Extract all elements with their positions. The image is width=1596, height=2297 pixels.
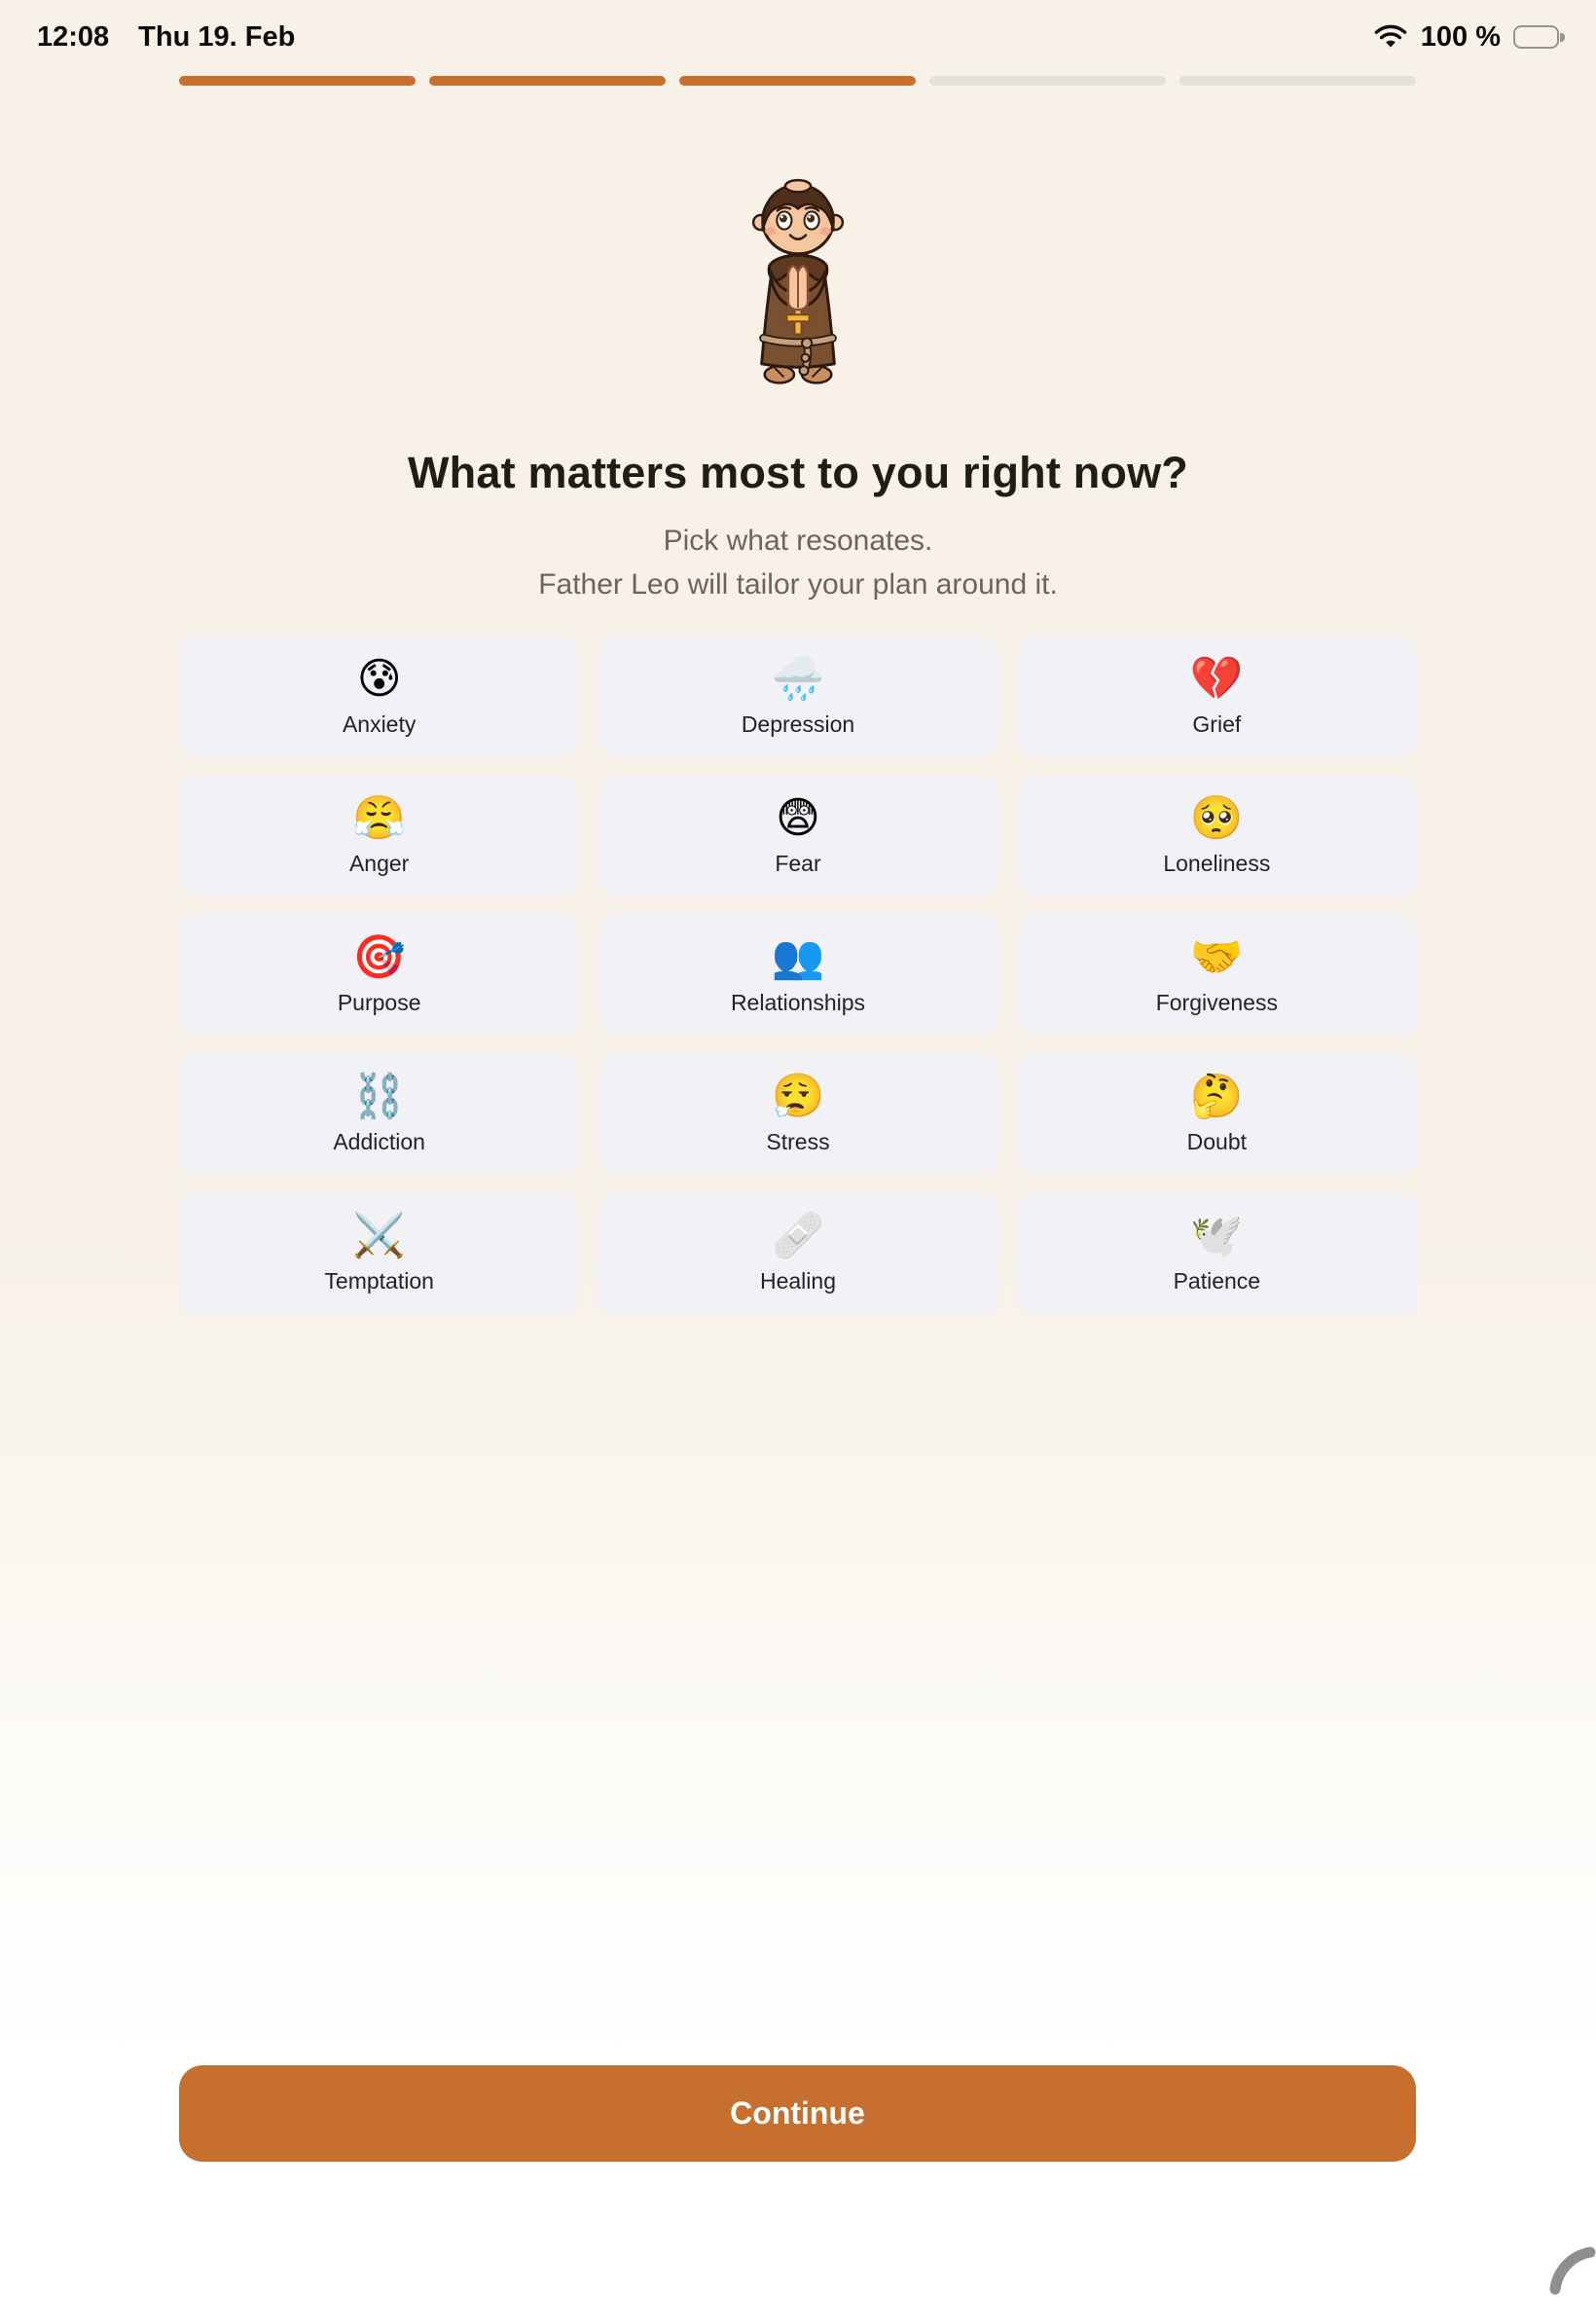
topic-label-doubt: Doubt bbox=[1186, 1129, 1248, 1154]
anxious-face-with-sweat-emoji: 😰 bbox=[356, 655, 402, 703]
face-exhaling-emoji: 😮‍💨 bbox=[771, 1073, 825, 1120]
status-right bbox=[1373, 21, 1559, 54]
topic-label-anger: Anger bbox=[348, 851, 410, 876]
topic-card-healing[interactable] bbox=[598, 1192, 998, 1315]
topic-card-relationships[interactable] bbox=[598, 914, 998, 1037]
topic-label-fear: Fear bbox=[775, 851, 821, 876]
topic-label-patience: Patience bbox=[1173, 1268, 1261, 1294]
topic-card-loneliness[interactable] bbox=[1017, 775, 1417, 897]
topic-card-forgiveness[interactable] bbox=[1017, 914, 1417, 1037]
topic-label-loneliness: Loneliness bbox=[1163, 851, 1271, 876]
topic-label-relationships: Relationships bbox=[730, 990, 866, 1015]
chains-emoji: ⛓️ bbox=[352, 1073, 407, 1120]
topic-card-grief[interactable] bbox=[1017, 636, 1417, 758]
progress-segment-5-empty bbox=[1179, 76, 1416, 86]
face-with-steam-from-nose-emoji: 😤 bbox=[352, 794, 407, 842]
topic-card-depression[interactable] bbox=[598, 636, 998, 758]
topic-card-purpose[interactable] bbox=[179, 914, 579, 1037]
handshake-emoji: 🤝 bbox=[1189, 933, 1244, 981]
pleading-face-emoji: 🥺 bbox=[1189, 794, 1244, 842]
topic-card-doubt[interactable] bbox=[1017, 1053, 1417, 1176]
progress-segment-4-empty bbox=[929, 76, 1166, 86]
topic-label-addiction: Addiction bbox=[333, 1129, 425, 1154]
adhesive-bandage-emoji: 🩹 bbox=[771, 1212, 825, 1259]
topic-label-temptation: Temptation bbox=[324, 1268, 434, 1294]
continue-button[interactable]: Continue bbox=[179, 2065, 1416, 2162]
topic-card-addiction[interactable] bbox=[179, 1053, 579, 1176]
topic-card-stress[interactable] bbox=[598, 1053, 998, 1176]
subtitle-line-2: Father Leo will tailor your plan around it. bbox=[538, 568, 1058, 601]
direct-hit-target-emoji: 🎯 bbox=[352, 933, 407, 981]
topic-label-grief: Grief bbox=[1192, 711, 1242, 737]
progress-segment-2-filled bbox=[429, 76, 666, 86]
topic-label-depression: Depression bbox=[741, 711, 855, 737]
status-date: Thu 19. Feb bbox=[138, 20, 296, 53]
topic-grid bbox=[179, 636, 1417, 1315]
busts-in-silhouette-emoji: 👥 bbox=[771, 933, 825, 981]
battery-tip bbox=[1560, 33, 1565, 42]
broken-heart-emoji: 💔 bbox=[1189, 655, 1244, 703]
wifi-icon bbox=[1373, 24, 1408, 51]
onboarding-progress-bar bbox=[179, 76, 1416, 86]
topic-card-anger[interactable] bbox=[179, 775, 579, 897]
topic-label-anxiety: Anxiety bbox=[342, 711, 417, 737]
topic-label-purpose: Purpose bbox=[337, 990, 421, 1015]
progress-segment-3-filled bbox=[679, 76, 916, 86]
status-bar bbox=[0, 0, 1596, 60]
corner-arc-decoration bbox=[1518, 2233, 1596, 2297]
dove-emoji: 🕊️ bbox=[1189, 1212, 1244, 1259]
topic-card-temptation[interactable] bbox=[179, 1192, 579, 1315]
topic-label-forgiveness: Forgiveness bbox=[1155, 990, 1278, 1015]
cloud-with-rain-emoji: 🌧️ bbox=[771, 655, 825, 703]
page-subtitle bbox=[78, 519, 1518, 606]
thinking-face-emoji: 🤔 bbox=[1189, 1073, 1244, 1120]
battery-icon bbox=[1513, 25, 1559, 49]
father-leo-illustration bbox=[0, 162, 1596, 397]
topic-card-patience[interactable] bbox=[1017, 1192, 1417, 1315]
topic-label-stress: Stress bbox=[766, 1129, 830, 1154]
crossed-swords-emoji: ⚔️ bbox=[352, 1212, 407, 1259]
fearful-face-emoji: 😨 bbox=[776, 794, 820, 842]
status-left bbox=[37, 21, 295, 54]
topic-label-healing: Healing bbox=[759, 1268, 836, 1294]
progress-segment-1-filled bbox=[179, 76, 416, 86]
page-title: What matters most to you right now? bbox=[408, 448, 1188, 497]
topic-card-anxiety[interactable] bbox=[179, 636, 579, 758]
topic-card-fear[interactable] bbox=[598, 775, 998, 897]
battery-percentage: 100 % bbox=[1420, 20, 1501, 53]
status-time: 12:08 bbox=[37, 20, 110, 53]
subtitle-line-1: Pick what resonates. bbox=[663, 525, 933, 557]
